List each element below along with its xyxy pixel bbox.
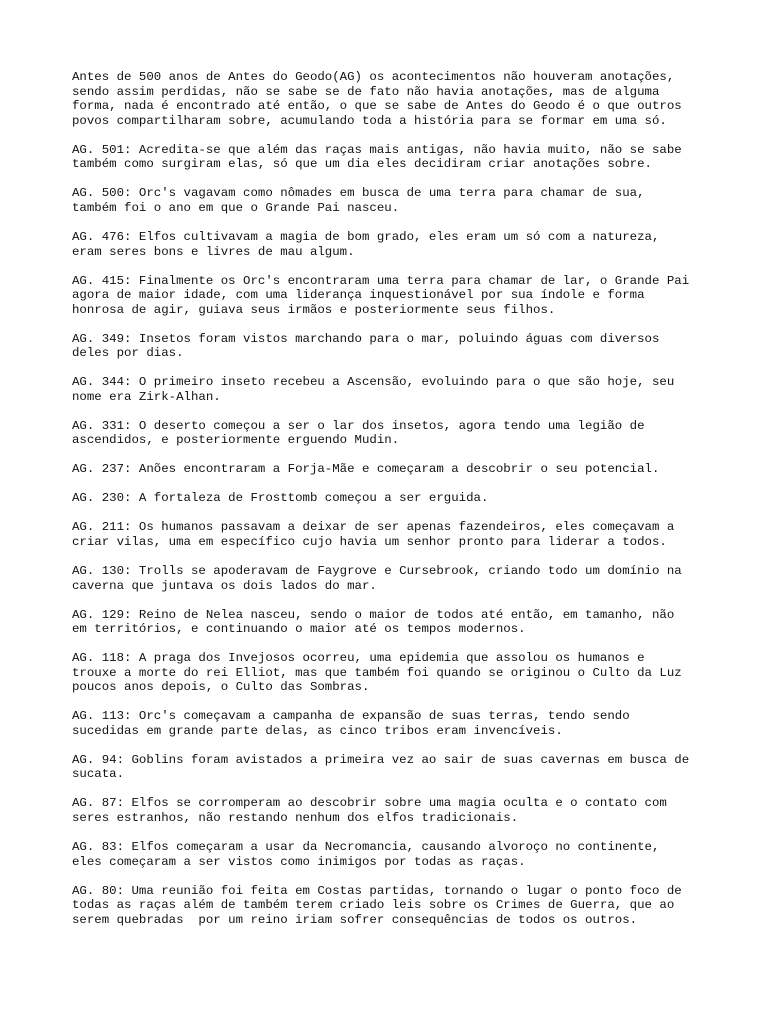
timeline-entry-ag-500: AG. 500: Orc's vagavam como nômades em busca de uma terra para chamar de sua, também foi o ano em que o Grande Pai nasceu. — [72, 186, 645, 215]
timeline-entry-ag-331: AG. 331: O deserto começou a ser o lar dos insetos, agora tendo uma legião de ascendidos, e posteriormente erguendo Mudin. — [72, 418, 645, 448]
timeline-entry-ag-80: AG. 80: Uma reunião foi feita em Costas partidas, tornando o lugar o ponto foco de todas as raças além de também terem criado leis sobre os Crimes de Guerra, que ao serem quebradas por um reino iriam sofrer consequências de todos os outros. — [72, 883, 682, 927]
timeline-entry-ag-113: AG. 113: Orc's começavam a campanha de expansão de suas terras, tendo sendo sucedidas em grande parte delas, as cinco tribos eram invencíveis. — [72, 709, 630, 738]
timeline-entry-ag-83: AG. 83: Elfos começaram a usar da Necromancia, causando alvoroço no continente, eles começaram a ser vistos como inimigos por todas as raças. — [72, 840, 660, 869]
timeline-entry-ag-118: AG. 118: A praga dos Invejosos ocorreu, uma epidemia que assolou os humanos e trouxe a morte do rei Elliot, mas que também foi quando se originou o Culto da Luz poucos anos depois, o Culto das Sombras. — [72, 651, 682, 695]
timeline-entry-ag-237: AG. 237: Anões encontraram a Forja-Mãe e começaram a descobrir o seu potencial. — [72, 462, 660, 477]
timeline-entry-ag-476: AG. 476: Elfos cultivavam a magia de bom grado, eles eram um só com a natureza, eram seres bons e livres de mau algum. — [72, 229, 660, 259]
timeline-entry-ag-211: AG. 211: Os humanos passavam a deixar de ser apenas fazendeiros, eles começavam a criar vilas, uma em específico cujo havia um senhor pronto para liderar a todos. — [72, 520, 675, 549]
timeline-entry-ag-230: AG. 230: A fortaleza de Frosttomb começou a ser erguida. — [72, 491, 489, 506]
timeline-entry-ag-501: AG. 501: Acredita-se que além das raças mais antigas, não havia muito, não se sabe também como surgiram elas, só que um dia eles decidiram criar anotações sobre. — [72, 142, 682, 172]
timeline-entry-ag-344: AG. 344: O primeiro inseto recebeu a Ascensão, evoluindo para o que são hoje, seu nome era Zirk-Alhan. — [72, 375, 675, 404]
timeline-entry-ag-130: AG. 130: Trolls se apoderavam de Faygrove e Cursebrook, criando todo um domínio na caverna que juntava os dois lados do mar. — [72, 563, 682, 593]
timeline-entry-ag-349: AG. 349: Insetos foram vistos marchando para o mar, poluindo águas com diversos deles por dias. — [72, 331, 660, 361]
timeline-entry-ag-94: AG. 94: Goblins foram avistados a primeira vez ao sair de suas cavernas em busca de sucata. — [72, 752, 690, 782]
timeline-entry-ag-87: AG. 87: Elfos se corromperam ao descobrir sobre uma magia oculta e o contato com seres estranhos, não restando nenhum dos elfos tradicionais. — [72, 796, 667, 826]
timeline-entry-ag-415: AG. 415: Finalmente os Orc's encontraram uma terra para chamar de lar, o Grande Pai agora de maior idade, com uma liderança inquestionável por sua índole e forma honrosa de agir, guiava seus irmãos e posteriormente seus filhos. — [72, 273, 690, 317]
timeline-entry-ag-129: AG. 129: Reino de Nelea nasceu, sendo o maior de todos até então, em tamanho, não em territórios, e continuando o maior até os tempos modernos. — [72, 607, 675, 637]
intro-paragraph: Antes de 500 anos de Antes do Geodo(AG) os acontecimentos não houveram anotações, sendo assim perdidas, não se sabe se de fato não havia anotações, mas de alguma forma, nada é encontrado até então, o que se sabe de Antes do Geodo é o que outros povos compartilharam sobre, acumulando toda a história para se formar em uma só. — [72, 70, 682, 128]
document-page — [72, 70, 712, 942]
